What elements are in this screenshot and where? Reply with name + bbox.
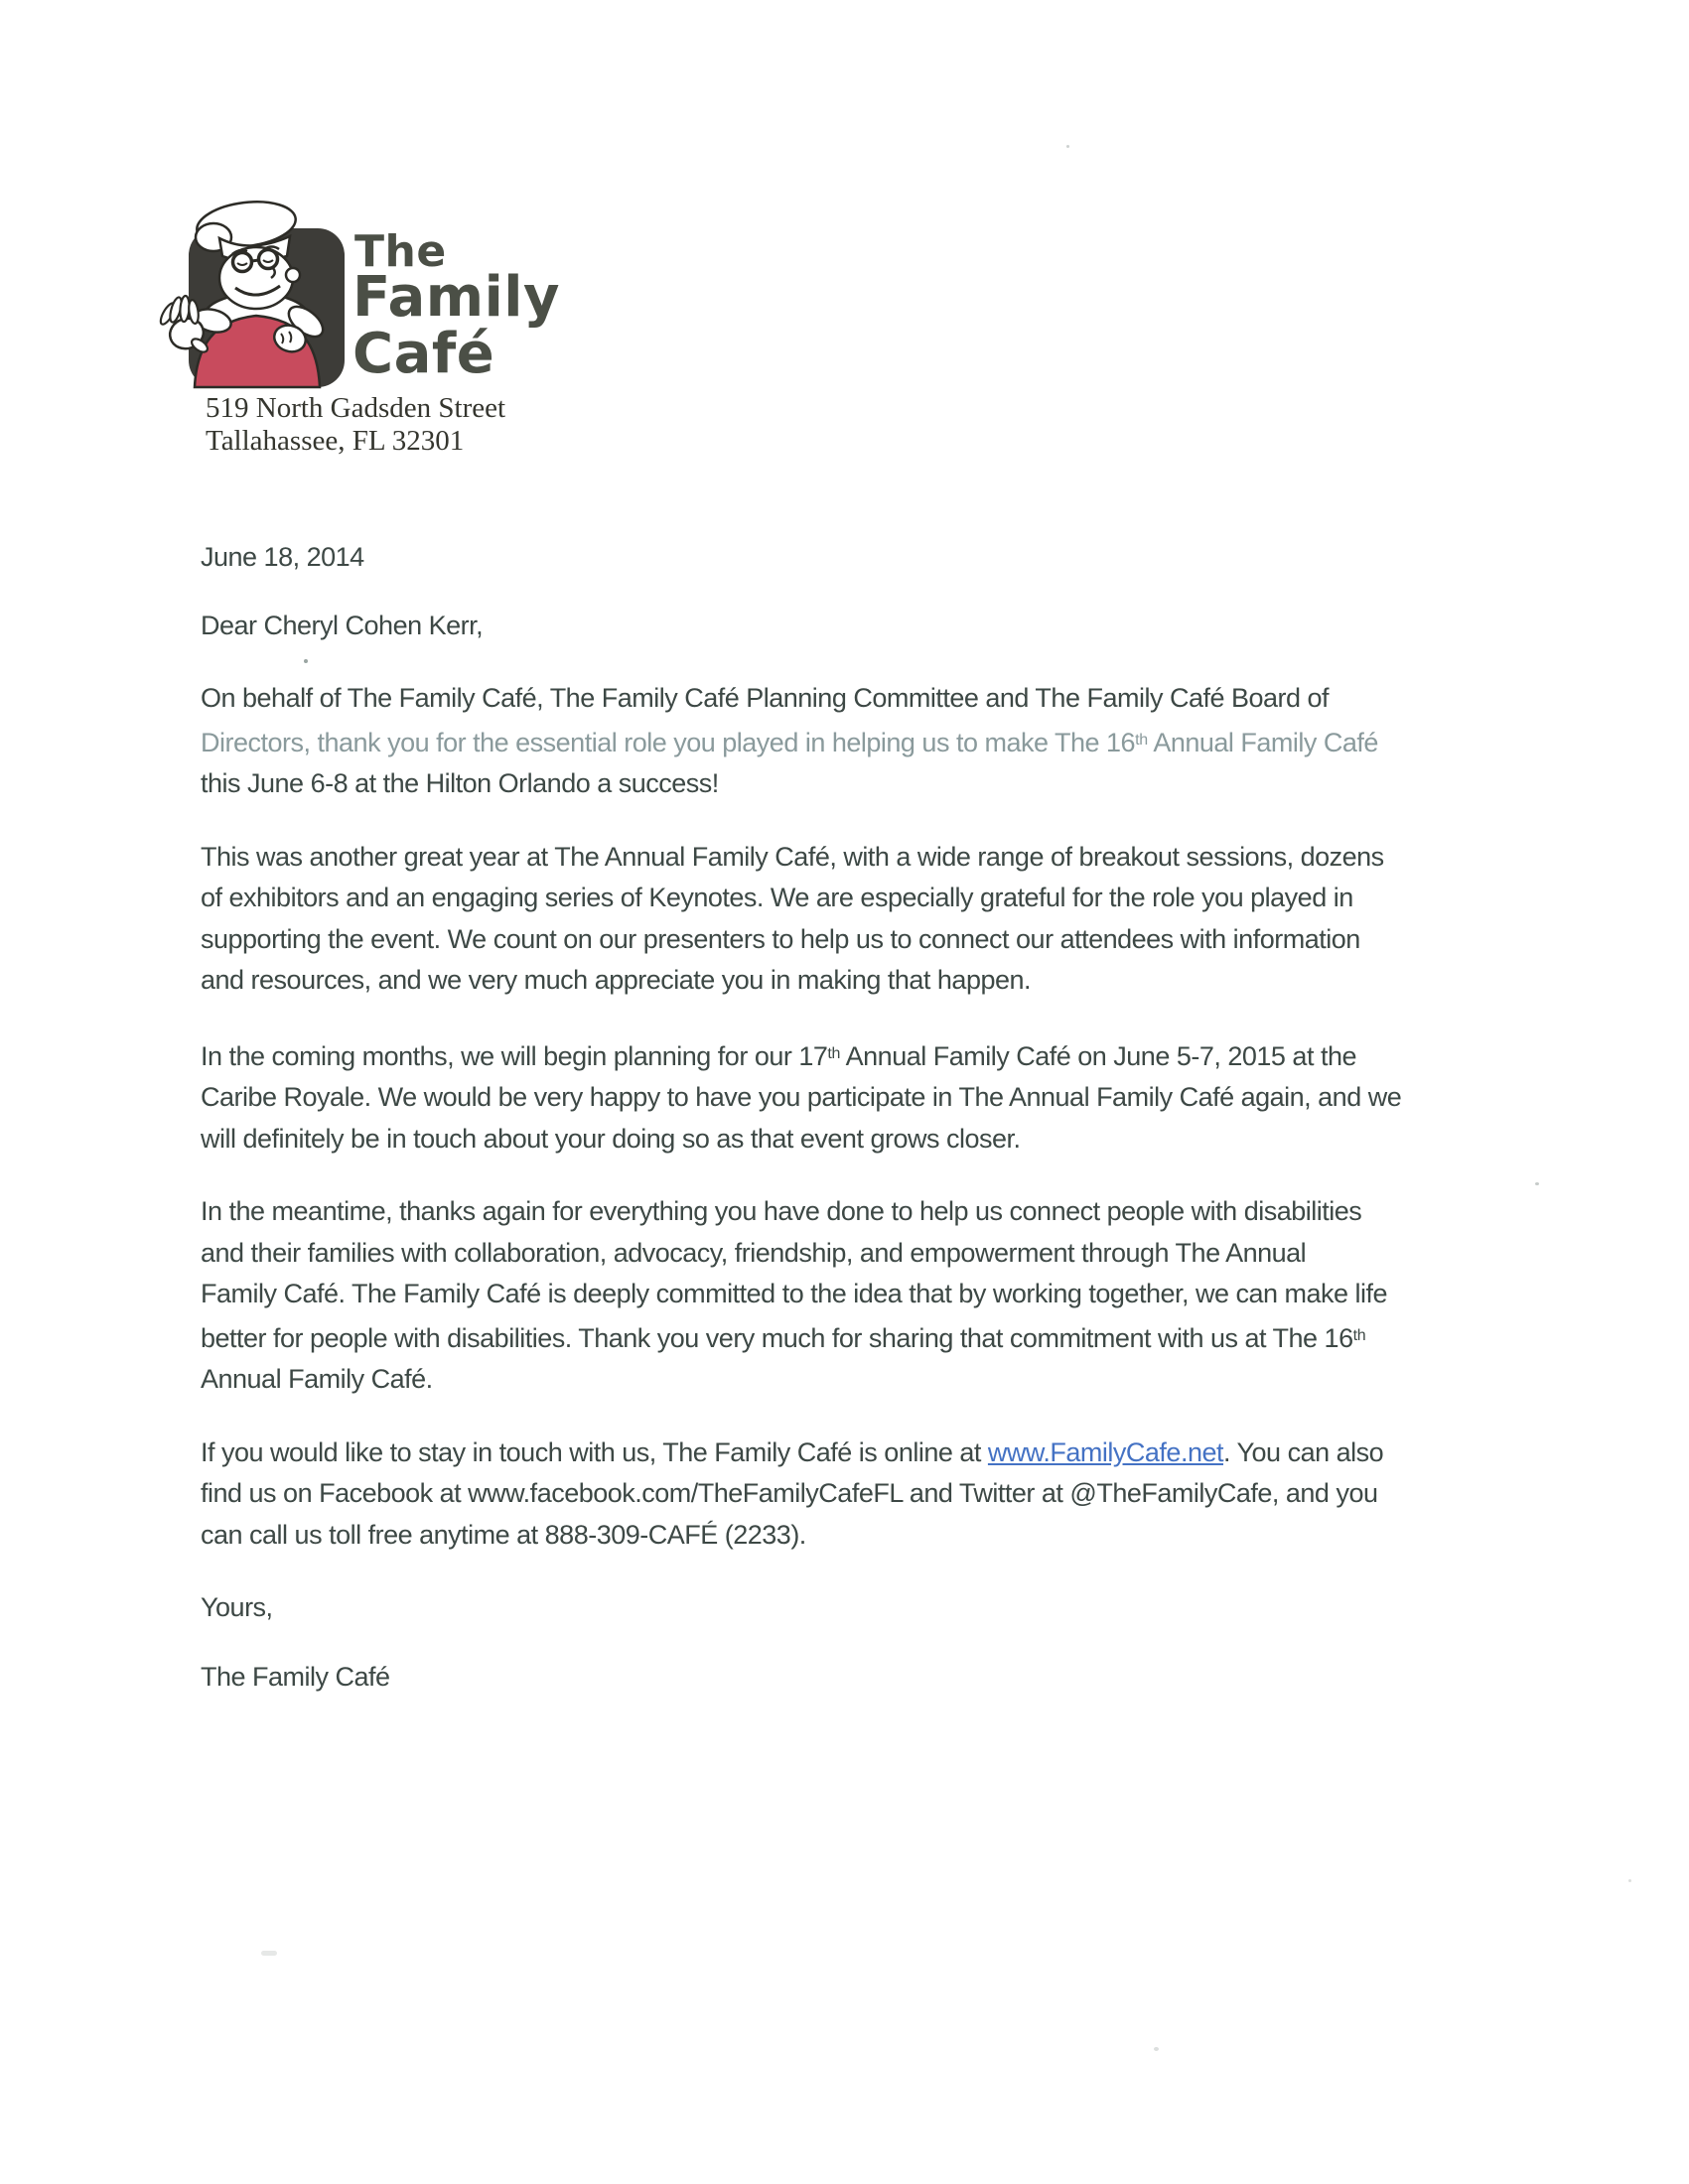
- text-segment: can call us toll free anytime at 888-309-CAFÉ (2233).: [201, 1519, 806, 1550]
- letter-line: [201, 1274, 1401, 1315]
- logo-wordmark-family: Family: [352, 265, 561, 330]
- ordinal-superscript: th: [827, 1044, 841, 1062]
- text-segment: will definitely be in touch about your doing so as that event grows closer.: [201, 1123, 1021, 1154]
- letter-line: [201, 1515, 1401, 1557]
- logo-wordmark-the: The: [354, 226, 447, 277]
- letter-line: [201, 1233, 1401, 1275]
- text-segment: and their families with collaboration, advocacy, friendship, and empowerment through The Annual: [201, 1237, 1307, 1268]
- scan-speck: [1628, 1879, 1631, 1882]
- letter-line: [201, 763, 1401, 805]
- text-segment: . You can also: [1222, 1436, 1384, 1467]
- text-segment: On behalf of The Family Café, The Family Café Planning Committee and The Family Café Board of: [201, 683, 1330, 713]
- text-segment: This was another great year at The Annual Family Café, with a wide range of breakout sessions, dozens: [201, 841, 1384, 872]
- letter-closing: Yours,: [201, 1592, 273, 1622]
- text-segment: Annual Family Café: [1147, 727, 1378, 757]
- letter-line: [201, 1359, 1401, 1401]
- familycafe-website-link[interactable]: www.FamilyCafe.net: [987, 1436, 1223, 1467]
- scan-smudge: [261, 1951, 277, 1956]
- letter-line: [201, 919, 1401, 961]
- scan-speck: [1154, 2047, 1159, 2051]
- text-segment: Caribe Royale. We would be very happy to have you participate in The Annual Family Café again, and we: [201, 1082, 1402, 1112]
- text-segment: find us on Facebook at www.facebook.com/TheFamilyCafeFL and Twitter at @TheFamilyCafe, and you: [201, 1478, 1378, 1508]
- letter-line: [201, 1033, 1401, 1078]
- text-segment: Directors, thank you for the essential role you played in helping us to make The 16: [201, 727, 1136, 757]
- text-segment: Annual Family Café.: [201, 1364, 433, 1394]
- text-segment: If you would like to stay in touch with us, The Family Café is online at: [201, 1436, 988, 1467]
- letter-salutation: Dear Cheryl Cohen Kerr,: [201, 610, 484, 640]
- address-line-1: 519 North Gadsden Street: [206, 392, 506, 424]
- scan-speck: [1066, 145, 1069, 148]
- text-segment: In the coming months, we will begin planning for our 17: [201, 1040, 828, 1071]
- letter-line: [201, 1077, 1401, 1119]
- ordinal-superscript: th: [1352, 1326, 1366, 1344]
- paragraph: [201, 837, 1401, 1002]
- letterhead-address: [206, 392, 505, 458]
- letter-line: [201, 1119, 1401, 1160]
- text-segment: Family Café. The Family Café is deeply committed to the idea that by working together, we can make life: [201, 1279, 1388, 1308]
- letter-paragraphs: [201, 678, 1401, 1556]
- letter-signature: The Family Café: [201, 1661, 390, 1692]
- paragraph: [201, 1033, 1401, 1160]
- letter-line: [201, 678, 1401, 720]
- logo-wordmark-cafe: Café: [352, 322, 495, 386]
- address-line-2: Tallahassee, FL 32301: [206, 425, 465, 457]
- letter-line: [201, 878, 1401, 919]
- letter-line-faded: [201, 720, 1401, 764]
- letter-line: [201, 1315, 1401, 1360]
- letter-line: [201, 837, 1401, 879]
- letter-line: [201, 1433, 1401, 1474]
- text-segment: better for people with disabilities. Thank you very much for sharing that commitment with us at The 16: [201, 1322, 1353, 1353]
- ordinal-superscript: th: [1135, 731, 1148, 749]
- scan-speck: [304, 659, 308, 663]
- chef-mascot-icon: [119, 189, 367, 407]
- text-segment: this June 6-8 at the Hilton Orlando a success!: [201, 768, 719, 798]
- paragraph: [201, 1191, 1401, 1401]
- paragraph: [201, 1433, 1401, 1557]
- letter-body: [201, 537, 1401, 1729]
- text-segment: supporting the event. We count on our presenters to help us to connect our attendees with information: [201, 923, 1360, 954]
- text-segment: of exhibitors and an engaging series of Keynotes. We are especially grateful for the role you played in: [201, 883, 1353, 912]
- paragraph: [201, 678, 1401, 805]
- scan-speck: [1535, 1182, 1539, 1185]
- letter-line: [201, 1473, 1401, 1515]
- text-segment: and resources, and we very much appreciate you in making that happen.: [201, 965, 1032, 995]
- letter-line: [201, 960, 1401, 1002]
- text-segment: Annual Family Café on June 5-7, 2015 at the: [840, 1040, 1356, 1071]
- letter-date: June 18, 2014: [201, 542, 364, 572]
- letter-line: [201, 1191, 1401, 1233]
- text-segment: In the meantime, thanks again for everything you have done to help us connect people with disabilities: [201, 1196, 1362, 1226]
